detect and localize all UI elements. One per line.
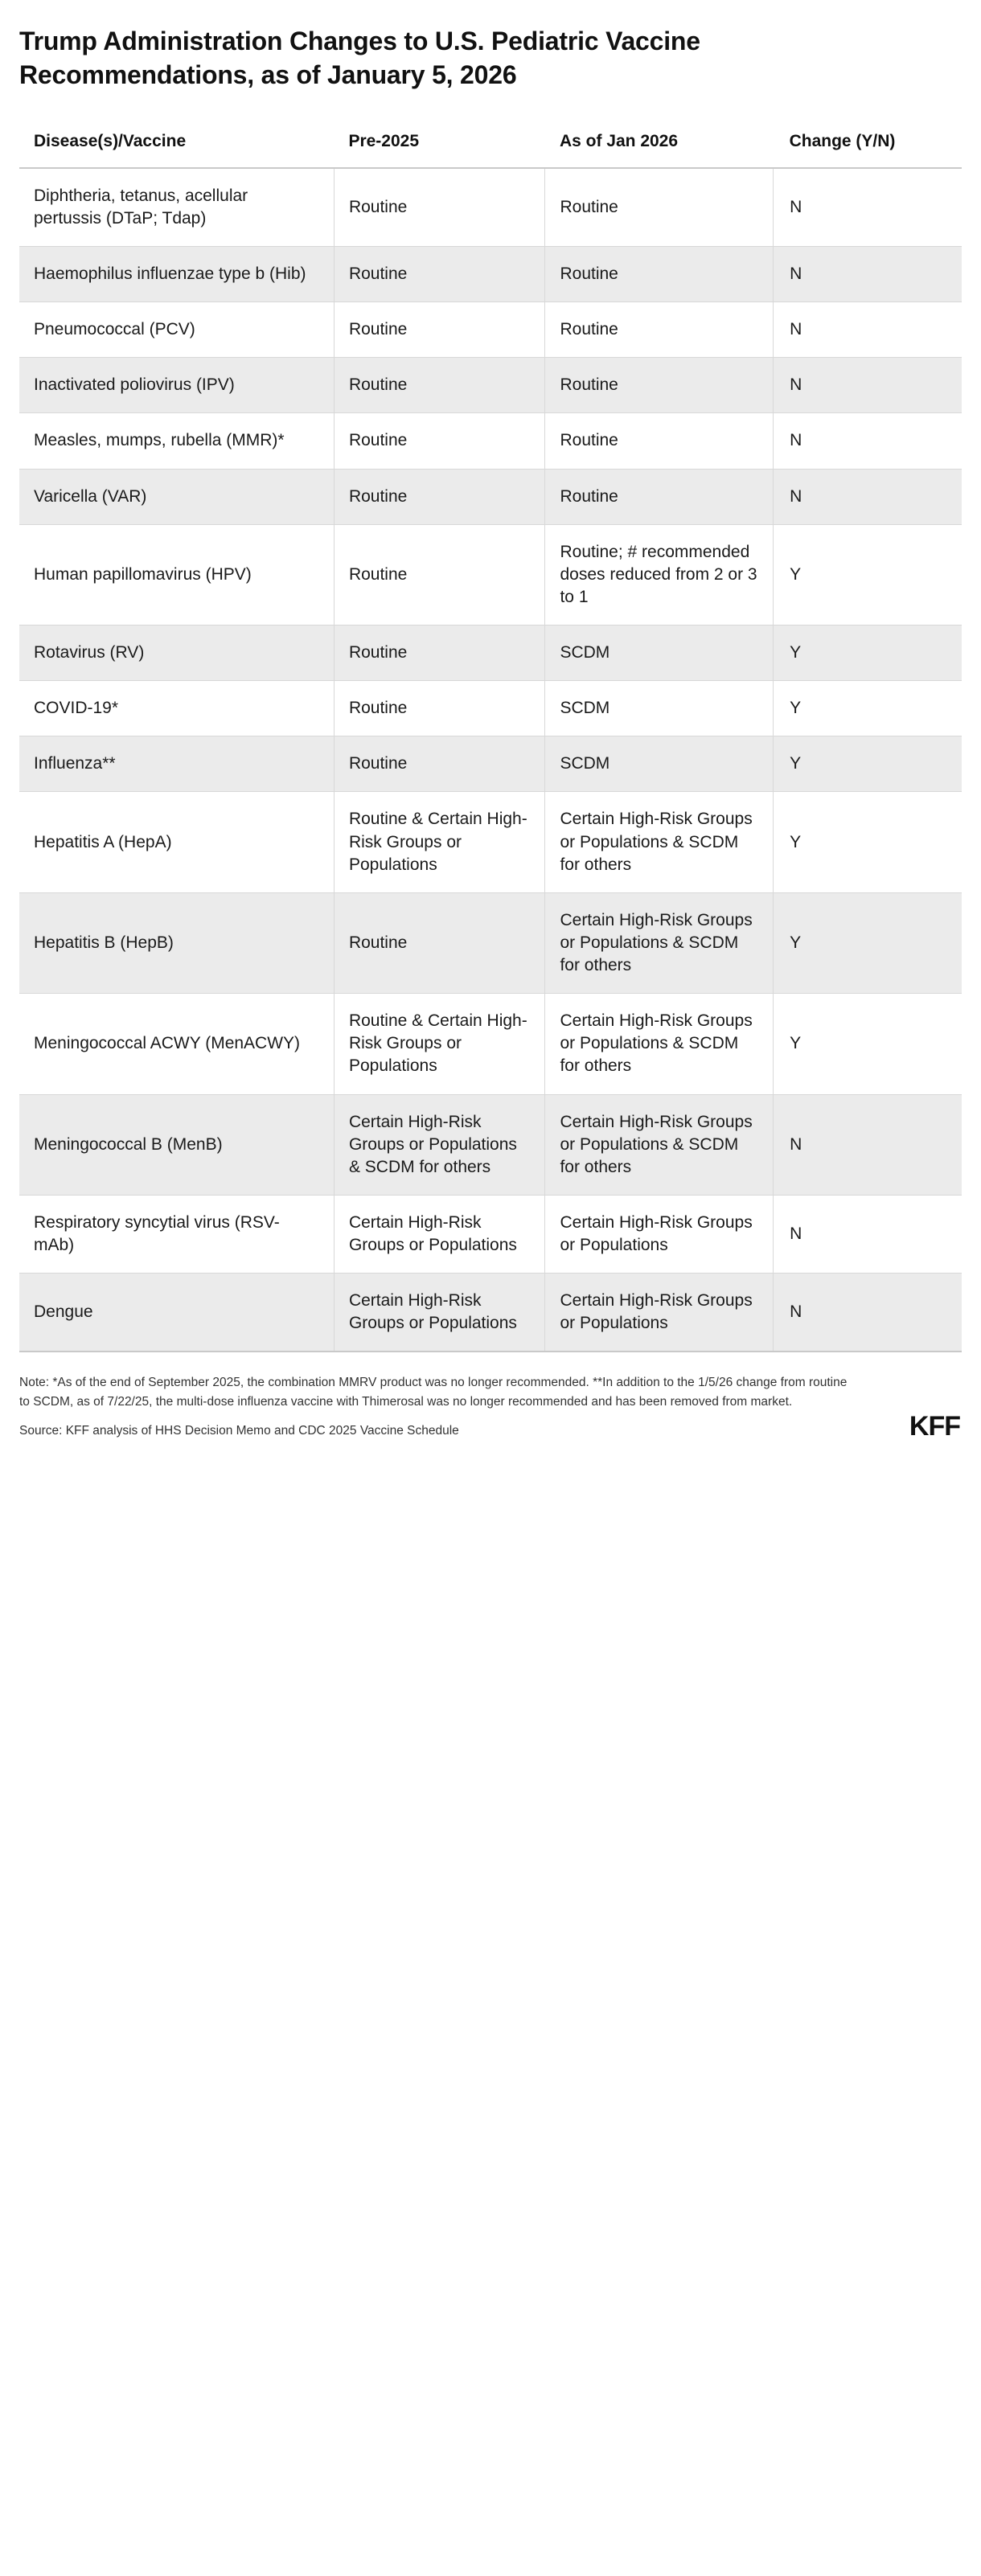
footnotes: Note: *As of the end of September 2025, the combination MMRV product was no longer recommended. **In addition to the 1/5/26 change from routine to SCDM, as of 7/22/25, the multi-dose influenza vaccine with Thimerosal was no longer recommended and has been removed from market.	[19, 1376, 848, 1409]
cell-pre-2025: Certain High-Risk Groups or Populations	[334, 1274, 545, 1352]
cell-pre-2025: Routine	[334, 736, 545, 792]
table-row	[19, 524, 962, 625]
cell-disease: Respiratory syncytial virus (RSV-mAb)	[19, 1195, 334, 1273]
table-header-row	[19, 122, 962, 167]
cell-disease: Diphtheria, tetanus, acellular pertussis (DTaP; Tdap)	[19, 168, 334, 247]
cell-disease: Meningococcal B (MenB)	[19, 1094, 334, 1195]
cell-disease: Rotavirus (RV)	[19, 626, 334, 681]
cell-change: Y	[774, 524, 962, 625]
cell-disease: Haemophilus influenzae type b (Hib)	[19, 247, 334, 302]
cell-disease: Hepatitis A (HepA)	[19, 792, 334, 892]
table-row	[19, 1274, 962, 1352]
cell-change: N	[774, 1274, 962, 1352]
table-row	[19, 358, 962, 413]
cell-change: N	[774, 413, 962, 469]
table-row	[19, 413, 962, 469]
cell-pre-2025: Routine	[334, 892, 545, 993]
cell-change: N	[774, 247, 962, 302]
table-body	[19, 168, 962, 1352]
cell-change: N	[774, 358, 962, 413]
page-title: Trump Administration Changes to U.S. Pediatric Vaccine Recommendations, as of January 5, 2026	[19, 27, 700, 90]
cell-pre-2025: Routine	[334, 302, 545, 358]
cell-as-of-jan-2026: Certain High-Risk Groups or Populations	[545, 1195, 774, 1273]
cell-change: Y	[774, 792, 962, 892]
cell-as-of-jan-2026: Certain High-Risk Groups or Populations & SCDM for others	[545, 1094, 774, 1195]
table-row	[19, 736, 962, 792]
cell-pre-2025: Routine	[334, 469, 545, 524]
cell-as-of-jan-2026: Routine	[545, 302, 774, 358]
cell-as-of-jan-2026: Certain High-Risk Groups or Populations & SCDM for others	[545, 792, 774, 892]
cell-disease: Meningococcal ACWY (MenACWY)	[19, 994, 334, 1094]
cell-pre-2025: Routine & Certain High-Risk Groups or Populations	[334, 792, 545, 892]
cell-change: Y	[774, 626, 962, 681]
table-header	[19, 122, 962, 167]
cell-as-of-jan-2026: Certain High-Risk Groups or Populations & SCDM for others	[545, 994, 774, 1094]
kff-logo: KFF	[909, 1410, 960, 1442]
cell-as-of-jan-2026: Routine; # recommended doses reduced from 2 or 3 to 1	[545, 524, 774, 625]
cell-pre-2025: Routine	[334, 524, 545, 625]
column-header-disease: Disease(s)/Vaccine	[19, 122, 334, 167]
cell-disease: Varicella (VAR)	[19, 469, 334, 524]
column-header-as-of-jan-2026: As of Jan 2026	[545, 122, 774, 167]
cell-as-of-jan-2026: Routine	[545, 358, 774, 413]
source-line: Source: KFF analysis of HHS Decision Memo and CDC 2025 Vaccine Schedule	[19, 1424, 459, 1438]
table-row	[19, 681, 962, 736]
cell-change: Y	[774, 736, 962, 792]
vaccine-recommendations-table	[19, 122, 962, 1352]
column-header-pre-2025: Pre-2025	[334, 122, 545, 167]
cell-as-of-jan-2026: SCDM	[545, 736, 774, 792]
cell-pre-2025: Certain High-Risk Groups or Populations	[334, 1195, 545, 1273]
table-row	[19, 168, 962, 247]
cell-change: N	[774, 469, 962, 524]
cell-as-of-jan-2026: Certain High-Risk Groups or Populations & SCDM for others	[545, 892, 774, 993]
cell-disease: Pneumococcal (PCV)	[19, 302, 334, 358]
cell-as-of-jan-2026: Routine	[545, 168, 774, 247]
table-row	[19, 994, 962, 1094]
cell-as-of-jan-2026: Certain High-Risk Groups or Populations	[545, 1274, 774, 1352]
cell-as-of-jan-2026: Routine	[545, 247, 774, 302]
cell-pre-2025: Routine	[334, 358, 545, 413]
table-row	[19, 792, 962, 892]
cell-disease: Inactivated poliovirus (IPV)	[19, 358, 334, 413]
cell-as-of-jan-2026: SCDM	[545, 681, 774, 736]
table-row	[19, 626, 962, 681]
cell-change: Y	[774, 892, 962, 993]
table-row	[19, 469, 962, 524]
cell-as-of-jan-2026: Routine	[545, 413, 774, 469]
column-header-change: Change (Y/N)	[774, 122, 962, 167]
cell-disease: Hepatitis B (HepB)	[19, 892, 334, 993]
cell-change: Y	[774, 994, 962, 1094]
table-row	[19, 1094, 962, 1195]
cell-disease: Human papillomavirus (HPV)	[19, 524, 334, 625]
cell-change: N	[774, 1094, 962, 1195]
cell-pre-2025: Routine	[334, 626, 545, 681]
cell-change: N	[774, 168, 962, 247]
cell-pre-2025: Certain High-Risk Groups or Populations & SCDM for others	[334, 1094, 545, 1195]
cell-pre-2025: Routine	[334, 413, 545, 469]
cell-as-of-jan-2026: Routine	[545, 469, 774, 524]
cell-change: N	[774, 1195, 962, 1273]
cell-pre-2025: Routine & Certain High-Risk Groups or Populations	[334, 994, 545, 1094]
table-row	[19, 892, 962, 993]
cell-pre-2025: Routine	[334, 168, 545, 247]
cell-disease: Dengue	[19, 1274, 334, 1352]
cell-disease: COVID-19*	[19, 681, 334, 736]
cell-pre-2025: Routine	[334, 247, 545, 302]
table-row	[19, 247, 962, 302]
cell-change: N	[774, 302, 962, 358]
cell-disease: Influenza**	[19, 736, 334, 792]
cell-pre-2025: Routine	[334, 681, 545, 736]
cell-as-of-jan-2026: SCDM	[545, 626, 774, 681]
cell-disease: Measles, mumps, rubella (MMR)*	[19, 413, 334, 469]
table-row	[19, 1195, 962, 1273]
cell-change: Y	[774, 681, 962, 736]
table-row	[19, 302, 962, 358]
